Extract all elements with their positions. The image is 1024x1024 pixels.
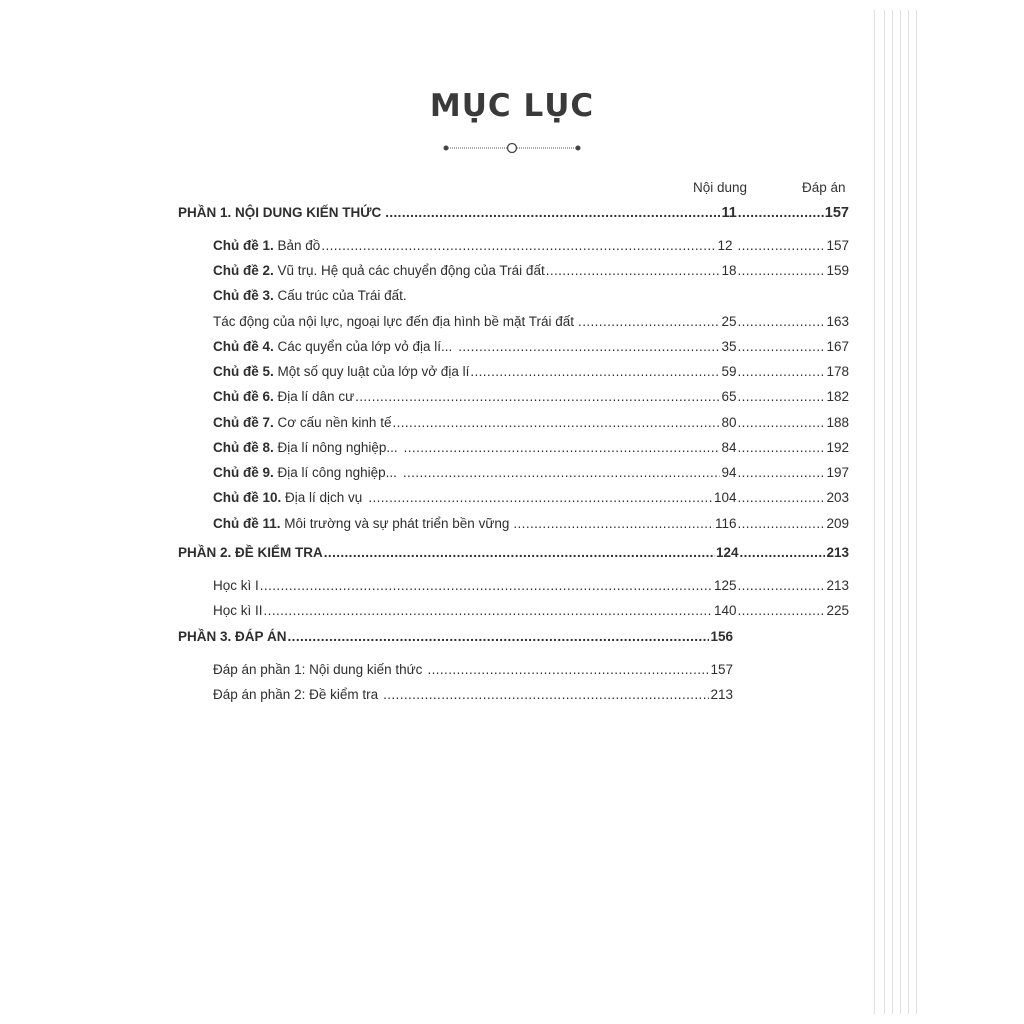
item-page: 35 bbox=[721, 339, 737, 354]
list-item[interactable] bbox=[213, 364, 849, 379]
item-text: Địa lí nông nghiệp... bbox=[277, 440, 398, 455]
item-prefix: Chủ đề 4. bbox=[213, 339, 274, 354]
item-page: 116 bbox=[714, 516, 737, 531]
item-page: 25 bbox=[721, 314, 737, 329]
section-row[interactable] bbox=[178, 629, 733, 644]
item-text: Học kì I bbox=[213, 578, 259, 593]
list-item[interactable] bbox=[213, 603, 849, 618]
list-item[interactable] bbox=[213, 263, 849, 278]
item-prefix: Chủ đề 3. bbox=[213, 288, 274, 303]
list-item[interactable] bbox=[213, 238, 849, 253]
item-text: Một số quy luật của lớp vở địa lí bbox=[277, 364, 470, 379]
item-answer: 188 bbox=[826, 415, 849, 430]
item-text: Cơ cấu nền kinh tế bbox=[277, 415, 392, 430]
section-row[interactable] bbox=[178, 545, 849, 560]
item-page: 80 bbox=[721, 415, 737, 430]
item-prefix: Chủ đề 1. bbox=[213, 238, 274, 253]
item-text: Cấu trúc của Trái đất. bbox=[277, 288, 407, 303]
item-answer: 203 bbox=[826, 490, 849, 505]
list-item[interactable] bbox=[213, 465, 849, 480]
list-item[interactable] bbox=[213, 687, 733, 702]
item-answer: 192 bbox=[826, 440, 849, 455]
item-answer: 178 bbox=[826, 364, 849, 379]
list-item[interactable] bbox=[213, 440, 849, 455]
section-page: 156 bbox=[710, 629, 733, 644]
item-text: Bản đồ bbox=[277, 238, 321, 253]
item-answer: 197 bbox=[826, 465, 849, 480]
page-title: MỤC LỤC bbox=[429, 88, 595, 124]
page-edges bbox=[854, 0, 1024, 1024]
section-label: PHẦN 1. NỘI DUNG KIẾN THỨC bbox=[178, 205, 382, 220]
item-text: Đáp án phần 1: Nội dung kiến thức bbox=[213, 662, 423, 677]
item-prefix: Chủ đề 11. bbox=[213, 516, 281, 531]
item-prefix: Chủ đề 7. bbox=[213, 415, 274, 430]
item-text: Học kì II bbox=[213, 603, 263, 618]
section-row[interactable] bbox=[178, 205, 849, 221]
item-text: Đáp án phần 2: Đề kiểm tra bbox=[213, 687, 379, 702]
item-page: 157 bbox=[710, 662, 733, 677]
item-prefix: Chủ đề 9. bbox=[213, 465, 274, 480]
list-item[interactable] bbox=[213, 490, 849, 505]
item-text: Vũ trụ. Hệ quả các chuyển động của Trái đất bbox=[277, 263, 545, 278]
item-answer: 209 bbox=[826, 516, 849, 531]
item-answer: 225 bbox=[826, 603, 849, 618]
item-text: Địa lí dân cư bbox=[277, 389, 355, 404]
item-page: 59 bbox=[721, 364, 737, 379]
item-page: 94 bbox=[721, 465, 737, 480]
item-page: 18 bbox=[721, 263, 737, 278]
item-answer: 213 bbox=[826, 578, 849, 593]
item-prefix: Chủ đề 2. bbox=[213, 263, 274, 278]
item-prefix: Chủ đề 5. bbox=[213, 364, 274, 379]
item-text: Môi trường và sự phát triển bền vững bbox=[284, 516, 510, 531]
item-prefix: Chủ đề 8. bbox=[213, 440, 274, 455]
list-item[interactable] bbox=[213, 578, 849, 593]
title-ornament bbox=[442, 141, 582, 155]
list-item[interactable] bbox=[213, 662, 733, 677]
section-page: 124 bbox=[715, 545, 739, 560]
item-answer: 163 bbox=[826, 314, 849, 329]
item-page: 140 bbox=[713, 603, 737, 618]
item-text: Các quyển của lớp vỏ địa lí... bbox=[277, 339, 453, 354]
column-header-content: Nội dung bbox=[693, 180, 748, 195]
list-item[interactable] bbox=[213, 415, 849, 430]
section-page: 11 bbox=[721, 205, 737, 221]
item-text: Địa lí công nghiệp... bbox=[277, 465, 397, 480]
item-prefix: Chủ đề 6. bbox=[213, 389, 274, 404]
item-text: Tác động của nội lực, ngoại lực đến địa hình bề mặt Trái đất bbox=[213, 314, 575, 329]
list-item[interactable] bbox=[213, 516, 849, 531]
section-answer: 157 bbox=[824, 205, 849, 221]
item-page: 84 bbox=[721, 440, 737, 455]
item-answer: 182 bbox=[826, 389, 849, 404]
item-prefix: Chủ đề 10. bbox=[213, 490, 282, 505]
item-page: 213 bbox=[710, 687, 733, 702]
item-page: 65 bbox=[721, 389, 737, 404]
list-item[interactable] bbox=[213, 314, 849, 329]
item-text: Địa lí dịch vụ bbox=[285, 490, 363, 505]
item-page: 125 bbox=[713, 578, 737, 593]
list-item[interactable] bbox=[213, 288, 407, 303]
item-answer: 157 bbox=[826, 238, 849, 253]
item-page: 104 bbox=[713, 490, 737, 505]
list-item[interactable] bbox=[213, 339, 849, 354]
column-header-answer: Đáp án bbox=[802, 180, 846, 195]
list-item[interactable] bbox=[213, 389, 849, 404]
section-answer: 213 bbox=[826, 545, 849, 560]
section-label: PHẦN 2. ĐỀ KIỂM TRA bbox=[178, 545, 323, 560]
item-page: 12 bbox=[717, 238, 733, 253]
section-label: PHẦN 3. ĐÁP ÁN bbox=[178, 629, 287, 644]
item-answer: 167 bbox=[826, 339, 849, 354]
item-answer: 159 bbox=[826, 263, 849, 278]
